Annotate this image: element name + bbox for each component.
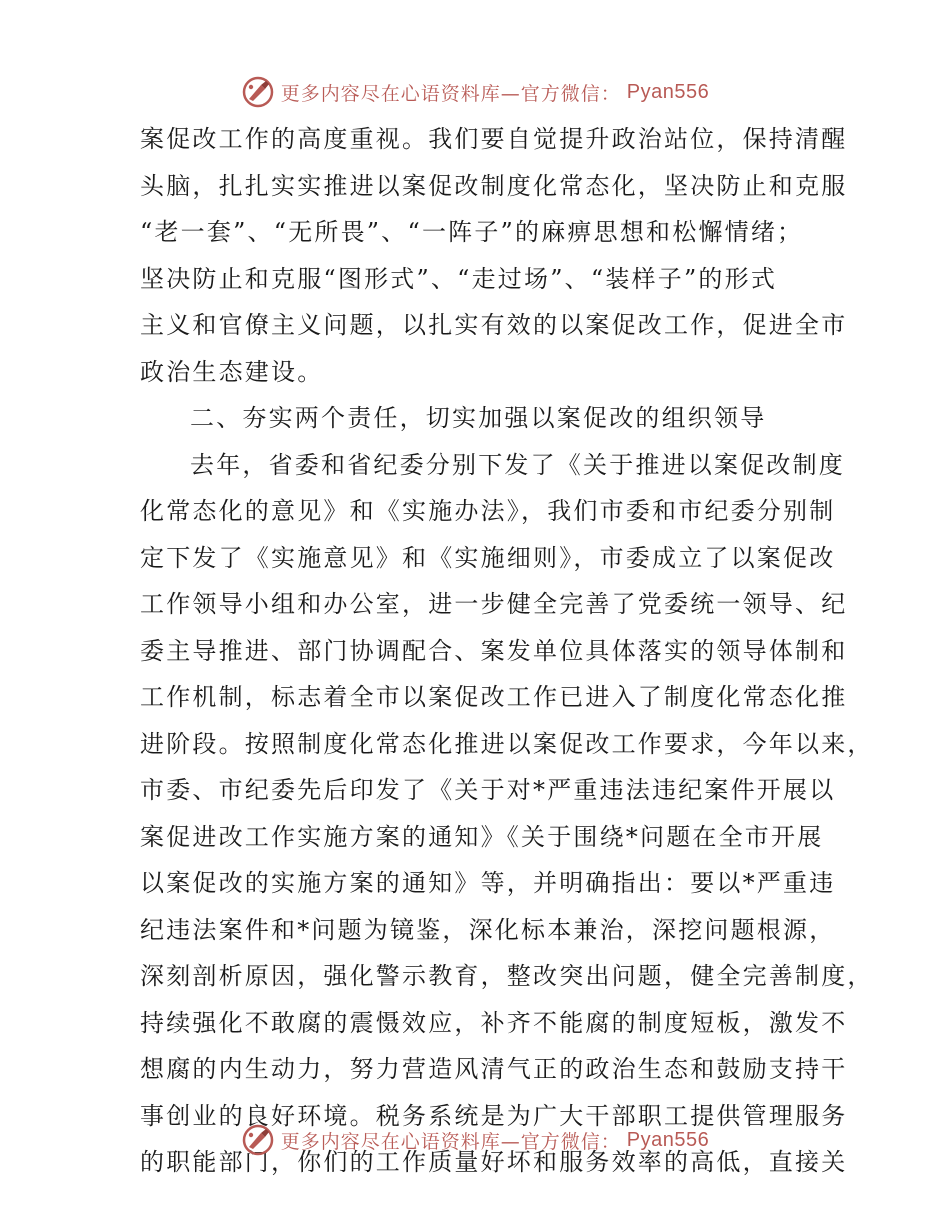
text-line: “老一套”、“无所畏”、“一阵子”的麻痹思想和松懈情绪；: [140, 218, 804, 246]
text-line: 头脑，扎扎实实推进以案促改制度化常态化，坚决防止和克服: [140, 171, 848, 200]
text-line: 持续强化不敢腐的震慑效应，补齐不能腐的制度短板，激发不: [140, 1008, 848, 1037]
text-line: 进阶段。按照制度化常态化推进以案促改工作要求，今年以来，: [140, 729, 874, 758]
header-watermark: [0, 72, 950, 112]
document-body: [140, 116, 874, 1186]
section-heading: 二、夯实两个责任，切实加强以案促改的组织领导: [190, 404, 767, 432]
footer-watermark: [0, 1120, 950, 1160]
text-line: 委主导推进、部门协调配合、案发单位具体落实的领导体制和: [140, 636, 848, 665]
text-line: 案促改工作的高度重视。我们要自觉提升政治站位，保持清醒: [140, 125, 848, 153]
text-line: 坚决防止和克服“图形式”、“走过场”、“装样子”的形式: [140, 264, 778, 293]
text-line: 想腐的内生动力，努力营造风清气正的政治生态和鼓励支持干: [140, 1055, 848, 1083]
text-line: 化常态化的意见》和《实施办法》，我们市委和市纪委分别制: [140, 497, 836, 525]
text-line: 主义和官僚主义问题，以扎实有效的以案促改工作，促进全市: [140, 311, 848, 339]
watermark-wechat-handle: Pyan556: [626, 80, 710, 103]
text-line: 事创业的良好环境。税务系统是为广大干部职工提供管理服务: [140, 1101, 848, 1130]
text-line: 的职能部门，你们的工作质量好坏和服务效率的高低，直接关: [140, 1148, 848, 1176]
text-line: 纪违法案件和*问题为镜鉴，深化标本兼治，深挖问题根源，: [140, 915, 836, 944]
text-line: 政治生态建设。: [140, 357, 324, 386]
red-seal-logo-icon: [241, 75, 275, 109]
text-line: 深刻剖析原因，强化警示教育，整改突出问题，健全完善制度，: [140, 962, 874, 990]
watermark-text: 更多内容尽在心语资料库—官方微信：: [280, 1130, 621, 1153]
red-seal-logo-icon: [241, 1123, 275, 1157]
watermark-wechat-handle: Pyan556: [626, 1128, 710, 1151]
text-line: 去年，省委和省纪委分别下发了《关于推进以案促改制度: [190, 450, 845, 479]
text-line: 工作机制，标志着全市以案促改工作已进入了制度化常态化推: [140, 683, 848, 711]
text-line: 市委、市纪委先后印发了《关于对*严重违法违纪案件开展以: [140, 776, 836, 804]
watermark-text: 更多内容尽在心语资料库—官方微信：: [280, 82, 621, 105]
text-line: 定下发了《实施意见》和《实施细则》，市委成立了以案促改: [140, 543, 836, 572]
text-line: 案促进改工作实施方案的通知》《关于围绕*问题在全市开展: [140, 822, 824, 851]
text-line: 以案促改的实施方案的通知》等，并明确指出：要以*严重违: [140, 869, 836, 897]
text-line: 工作领导小组和办公室，进一步健全完善了党委统一领导、纪: [140, 590, 848, 618]
